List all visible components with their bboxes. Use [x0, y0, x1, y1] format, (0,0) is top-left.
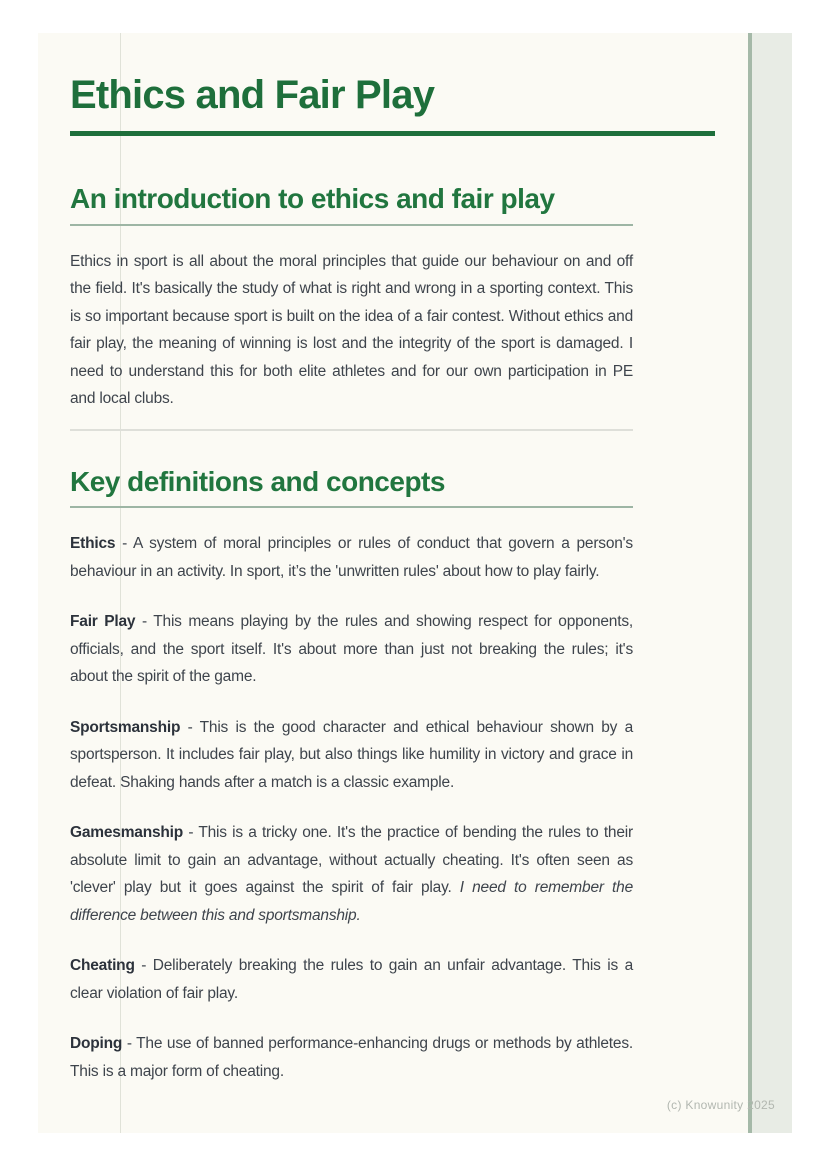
intro-section: [70, 182, 633, 413]
definitions-section: [70, 465, 633, 1086]
definition-separator: -: [183, 824, 199, 842]
definition-text: A system of moral principles or rules of conduct that govern a person's behaviour in an activity. In sport, it’s the 'unwritten rules' about how to play fairly.: [70, 535, 633, 580]
title-rule: [70, 131, 715, 136]
definition-separator: -: [135, 613, 154, 631]
definition-cheating: [70, 952, 633, 1007]
definition-text: This is a tricky one. It's the practice of bending the rules to their absolute limit to gain an advantage, without actually cheating. It's often seen as 'clever' play but it goes against the spirit of fair play.: [70, 824, 633, 897]
definition-term: Fair Play: [70, 613, 136, 631]
definition-term: Ethics: [70, 535, 116, 553]
definitions-heading: Key definitions and concepts: [70, 465, 445, 497]
definition-term: Doping: [70, 1035, 123, 1053]
intro-heading: An introduction to ethics and fair play: [70, 183, 555, 214]
definition-separator: -: [115, 535, 134, 553]
definition-term: Sportsmanship: [70, 718, 181, 736]
page-edge-strip: [748, 33, 792, 1133]
definition-separator: -: [180, 718, 200, 736]
definitions-heading-rule: [70, 506, 633, 508]
definition-term: Gamesmanship: [70, 824, 184, 842]
section-divider: [70, 429, 633, 431]
definition-text: This is the good character and ethical behaviour shown by a sportsperson. It includes fair play, but also things like humility in victory and grace in defeat. Shaking hands after a match is a classic example.: [70, 718, 633, 791]
definition-sportsmanship: [70, 714, 633, 797]
definition-separator: -: [122, 1035, 137, 1053]
intro-heading-rule: [70, 224, 633, 226]
definition-fair-play: [70, 608, 633, 691]
intro-paragraph: Ethics in sport is all about the moral principles that guide our behaviour on and off the field. It's basically the study of what is right and wrong in a sporting context. This is so important because sport is built on the idea of a fair contest. Without ethics and fair play, the meaning of winning is lost and the integrity of the sport is damaged. I need to understand this for both elite athletes and for our own participation in PE and local clubs.: [70, 252, 633, 408]
copyright-watermark: (c) Knowunity 2025: [666, 1098, 775, 1112]
definition-ethics: [70, 530, 633, 585]
definition-separator: -: [134, 957, 153, 975]
definition-term: Cheating: [70, 957, 135, 975]
definition-doping: [70, 1030, 633, 1085]
document-page: [38, 33, 792, 1133]
definition-note: I need to remember the difference between this and sportsmanship.: [70, 879, 633, 924]
page-title: Ethics and Fair Play: [70, 73, 435, 117]
definition-gamesmanship: [70, 819, 633, 929]
page-content: [70, 33, 633, 1085]
definition-text: Deliberately breaking the rules to gain an unfair advantage. This is a clear violation of fair play.: [70, 957, 633, 1002]
definition-text: The use of banned performance-enhancing drugs or methods by athletes. This is a major form of cheating.: [70, 1035, 633, 1080]
definition-text: This means playing by the rules and showing respect for opponents, officials, and the sport itself. It's about more than just not breaking the rules; it's about the spirit of the game.: [70, 613, 633, 686]
